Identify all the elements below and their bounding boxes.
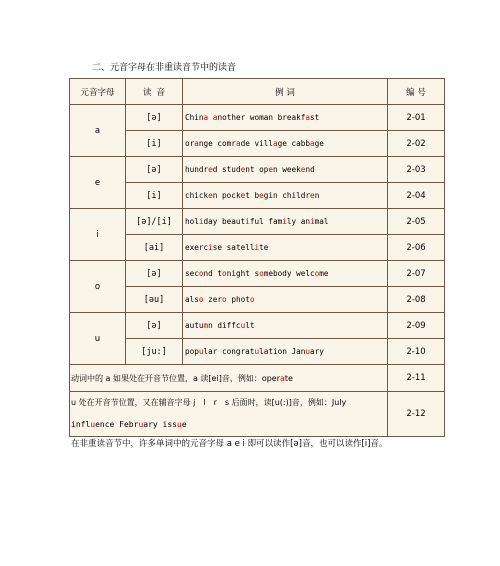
- pronunciation-cell: [ju:]: [126, 339, 183, 365]
- example-words-cell: [183, 105, 388, 131]
- highlighted-letter: i: [282, 217, 287, 226]
- table-row: [70, 287, 445, 313]
- word-text: mal: [314, 217, 329, 226]
- word-text: st: [310, 113, 320, 122]
- example-words-cell: [183, 209, 388, 235]
- word-text: Chin: [185, 113, 204, 122]
- word-text: de vill: [240, 139, 273, 148]
- highlighted-letter: i: [254, 243, 260, 252]
- section-heading: 二、元音字母在非重读音节中的读音: [92, 63, 237, 73]
- table-row: [70, 261, 445, 287]
- highlighted-letter: u: [240, 321, 246, 330]
- vowel-letter-cell: a: [70, 105, 126, 157]
- highlighted-letter: e: [300, 165, 306, 174]
- word-text: lar congrat: [203, 347, 255, 356]
- word-text: ge cabb: [277, 139, 311, 148]
- word-text: infl: [71, 420, 91, 429]
- highlighted-letter: m: [203, 321, 209, 330]
- highlighted-letter: u: [138, 420, 144, 429]
- highlighted-letter: a: [280, 373, 285, 383]
- word-text: ence Febr: [95, 420, 139, 429]
- table-row: [70, 313, 445, 339]
- vowel-letter-cell: e: [70, 157, 126, 209]
- word-text: zer: [203, 295, 223, 304]
- pronunciation-cell: [i]: [126, 131, 183, 157]
- number-cell: 2-05: [388, 209, 445, 235]
- word-text: nt op: [245, 165, 269, 174]
- highlighted-letter: e: [208, 191, 213, 200]
- highlighted-letter: o: [249, 295, 255, 304]
- word-text: n pock: [212, 191, 241, 200]
- number-cell: 2-09: [388, 313, 445, 339]
- highlighted-letter: a: [272, 139, 278, 148]
- highlighted-letter: u: [305, 347, 311, 356]
- note-row: [70, 392, 445, 437]
- table-row: [70, 131, 445, 157]
- highlighted-letter: u: [254, 347, 260, 356]
- pronunciation-cell: [əu]: [126, 287, 183, 313]
- word-text: chick: [185, 191, 209, 200]
- example-words-cell: [183, 131, 388, 157]
- highlighted-letter: o: [222, 269, 227, 278]
- vowel-letter-cell: o: [70, 261, 126, 313]
- example-words-cell: [183, 183, 388, 209]
- pronunciation-cell: [ə]: [126, 157, 183, 183]
- highlighted-letter: e: [240, 165, 246, 174]
- word-text: te: [259, 243, 269, 252]
- word-text: pop: [185, 347, 199, 356]
- word-text: nge comr: [198, 139, 236, 148]
- footer-note: 在非重读音节中，许多单词中的元音字母 a e i 即可以读作[ə]音，也可以读作[i]音。: [71, 439, 388, 449]
- number-cell: 2-10: [388, 339, 445, 365]
- table-header-row: [70, 79, 445, 105]
- number-cell: 2-02: [388, 131, 445, 157]
- word-text: or: [185, 139, 195, 148]
- number-cell: 2-04: [388, 183, 445, 209]
- pronunciation-cell: [ə]: [126, 313, 183, 339]
- table-row: [70, 209, 445, 235]
- word-text: sec: [185, 269, 199, 278]
- word-text: nd: [305, 165, 315, 174]
- example-words-cell: [183, 313, 388, 339]
- highlighted-letter: i: [198, 217, 204, 226]
- highlighted-letter: u: [90, 420, 96, 429]
- word-text: ly an: [286, 217, 311, 226]
- word-text: autu: [185, 321, 204, 330]
- word-text: ary iss: [143, 420, 177, 429]
- header-pronunciation: 读 音: [126, 79, 183, 105]
- word-text: nother woman breakf: [217, 113, 306, 122]
- example-words-cell: [183, 287, 388, 313]
- note-cell: [70, 365, 388, 392]
- highlighted-letter: a: [310, 139, 315, 148]
- vowel-letter-cell: u: [70, 313, 126, 365]
- word-text: se satell: [212, 243, 255, 252]
- highlighted-letter: a: [212, 113, 218, 122]
- word-text: n: [314, 191, 320, 200]
- pronunciation-cell: [ə]: [126, 105, 183, 131]
- word-text: gin childr: [263, 191, 311, 200]
- word-text: 动词中的 a 如果处在开音节位置，a 读[ei]音，例如：oper: [71, 373, 281, 383]
- highlighted-letter: o: [198, 295, 204, 304]
- word-text: n week: [273, 165, 301, 174]
- word-text: night s: [226, 269, 260, 278]
- note-line: [71, 414, 387, 436]
- word-text: hol: [185, 217, 199, 226]
- pronunciation-cell: [ə]/[i]: [126, 209, 183, 235]
- highlighted-letter: a: [194, 139, 199, 148]
- example-words-cell: [183, 157, 388, 183]
- highlighted-letter: o: [222, 295, 227, 304]
- word-text: nd t: [203, 269, 223, 278]
- highlighted-letter: e: [259, 191, 264, 200]
- word-text: n diffc: [208, 321, 241, 330]
- word-text: me: [319, 269, 329, 278]
- number-cell: 2-07: [388, 261, 445, 287]
- highlighted-letter: a: [305, 113, 311, 122]
- vowel-reading-table: [69, 78, 445, 437]
- table-row: [70, 339, 445, 365]
- note-row: [70, 365, 445, 392]
- word-text: ge: [314, 139, 324, 148]
- word-text: lation Jan: [259, 347, 306, 356]
- word-text: ful fam: [249, 217, 283, 226]
- pronunciation-cell: [i]: [126, 183, 183, 209]
- note-cell: [70, 392, 388, 437]
- pronunciation-cell: [ai]: [126, 235, 183, 261]
- highlighted-letter: a: [235, 139, 241, 148]
- highlighted-letter: o: [198, 269, 204, 278]
- highlighted-letter: i: [310, 217, 315, 226]
- word-text: t b: [245, 191, 260, 200]
- highlighted-letter: o: [314, 269, 320, 278]
- number-cell: 2-12: [388, 392, 445, 437]
- highlighted-letter: u: [177, 420, 182, 429]
- word-text: ary: [310, 347, 324, 356]
- word-text: lt: [245, 321, 255, 330]
- word-text: hundr: [185, 165, 209, 174]
- number-cell: 2-11: [388, 365, 445, 392]
- number-cell: 2-01: [388, 105, 445, 131]
- header-number: 编 号: [388, 79, 445, 105]
- highlighted-letter: e: [268, 165, 274, 174]
- table-row: [70, 105, 445, 131]
- header-vowel-letter: 元音字母: [70, 79, 126, 105]
- table-row: [70, 183, 445, 209]
- word-text: phot: [226, 295, 250, 304]
- table-row: [70, 235, 445, 261]
- highlighted-letter: e: [310, 191, 315, 200]
- highlighted-letter: e: [208, 165, 213, 174]
- word-text: te: [284, 373, 293, 383]
- word-text: e: [181, 420, 187, 429]
- number-cell: 2-03: [388, 157, 445, 183]
- highlighted-letter: u: [198, 347, 204, 356]
- table-row: [70, 157, 445, 183]
- highlighted-letter: i: [245, 217, 250, 226]
- vowel-letter-cell: i: [70, 209, 126, 261]
- highlighted-letter: i: [208, 243, 213, 252]
- word-text: mebody welc: [263, 269, 315, 278]
- word-text: day beaut: [203, 217, 246, 226]
- highlighted-letter: e: [240, 191, 246, 200]
- word-text: d stud: [212, 165, 241, 174]
- example-words-cell: [183, 235, 388, 261]
- example-words-cell: [183, 261, 388, 287]
- header-example-words: 例 词: [183, 79, 388, 105]
- word-text: exerc: [185, 243, 209, 252]
- highlighted-letter: o: [259, 269, 264, 278]
- number-cell: 2-06: [388, 235, 445, 261]
- number-cell: 2-08: [388, 287, 445, 313]
- word-text: als: [185, 295, 199, 304]
- note-line: u 处在开音节位置，又在辅音字母 j l r s 后面时，读[u(:)]音，例如：July: [71, 398, 347, 407]
- pronunciation-cell: [ə]: [126, 261, 183, 287]
- highlighted-letter: a: [203, 113, 209, 122]
- example-words-cell: [183, 339, 388, 365]
